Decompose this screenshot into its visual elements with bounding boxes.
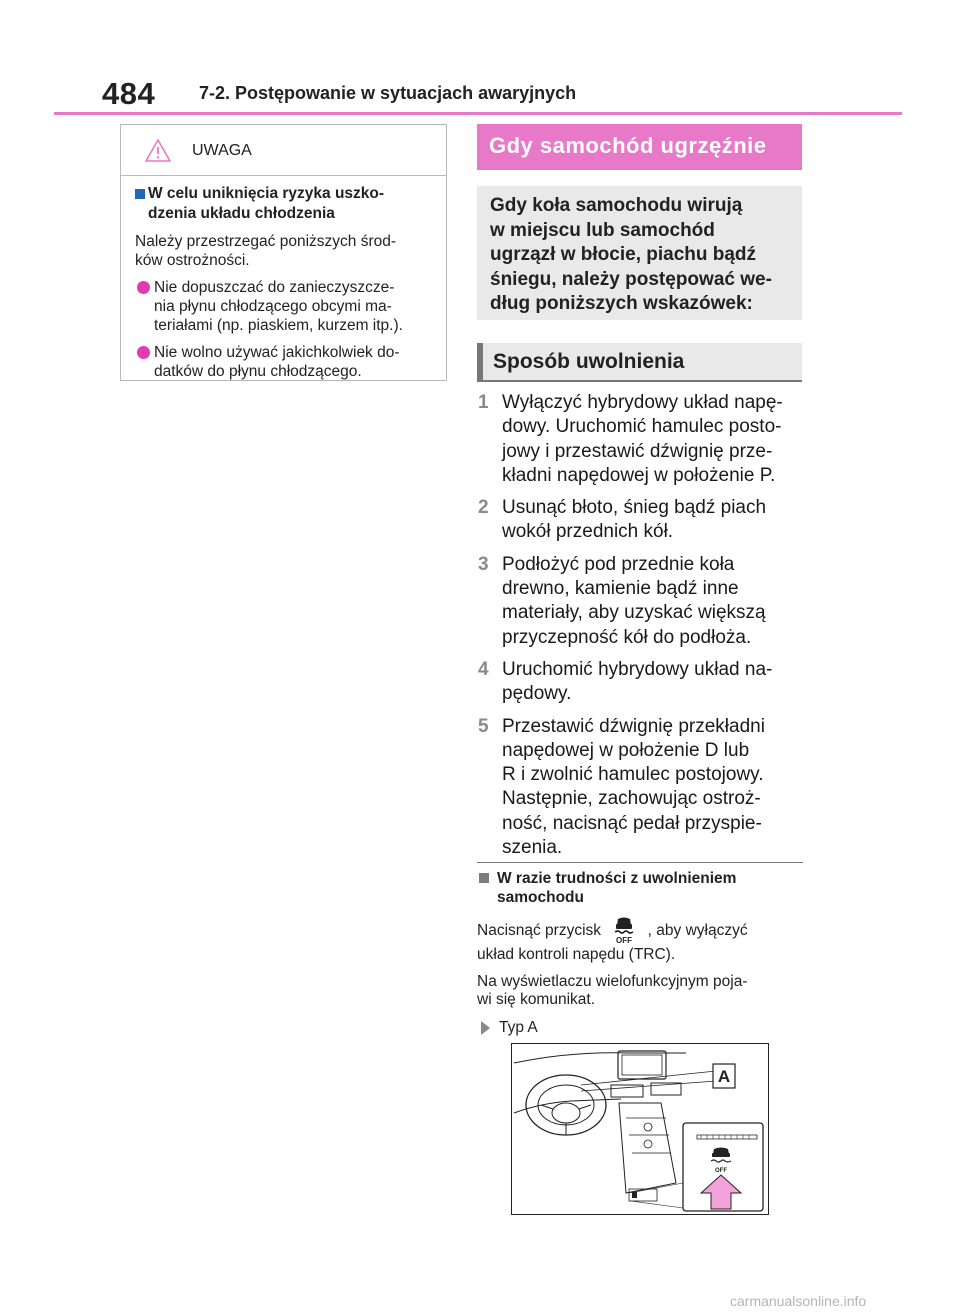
note-display-text: Na wyświetlaczu wielofunkcyjnym poja- wi się komunikat. [477,973,748,1008]
caution-heading-text: W celu uniknięcia ryzyka uszko- dzenia układu chłodzenia [148,185,385,222]
method-title [477,343,802,382]
square-bullet-icon [479,873,489,883]
step-text: Podłożyć pod przednie koła drewno, kamienie bądź inne materiały, aby uzyskać większą przyczepność kół do podłoża. [502,553,766,648]
step-number: 2 [478,497,489,519]
caution-body [135,184,437,381]
page-number: 484 [102,76,156,111]
type-label [477,1019,803,1037]
round-bullet-icon [137,281,150,294]
caution-bullet-text: Nie dopuszczać do zanieczyszcze- nia płynu chłodzącego obcymi ma- teriałami (np. piaskiem, kurzem itp.). [154,279,403,334]
steps-list [477,391,807,868]
step-text: Przestawić dźwignię przekładni napędowej w położenie D lub R i zwolnić hamulec postojowy. Następnie, zachowując ostroż- ność, nacisnąć pedał przyspie- szenia. [502,715,765,859]
note-section [477,869,803,1037]
caution-header [121,125,446,176]
caution-heading [135,184,437,224]
method-title-text: Sposób uwolnienia [493,350,685,373]
trc-off-label: OFF [616,936,633,945]
figure-label-a: A [717,1067,731,1086]
step-item [477,391,807,488]
header-section-title: 7-2. Postępowanie w sytuacjach awaryjnych [199,83,577,103]
step-text: Wyłączyć hybrydowy układ napę- dowy. Uruchomić hamulec posto- jowy i przestawić dźwignię prze- kładni napędowej w położenie P. [502,392,783,486]
note-press-before: Nacisnąć przycisk [477,922,602,939]
note-press-line2: układ kontroli napędu (TRC). [477,946,676,963]
step-item [477,715,807,861]
caution-bullet-text: Nie wolno używać jakichkolwiek do- datków do płynu chłodzącego. [154,344,400,380]
square-bullet-icon [135,189,145,199]
caution-bullet [135,278,437,335]
watermark: carmanualsonline.info [730,1293,867,1309]
step-text: Uruchomić hybrydowy układ na- pędowy. [502,658,773,705]
round-bullet-icon [137,346,150,359]
caution-box [120,124,447,381]
note-press-instruction [477,915,803,965]
svg-text:OFF: OFF [715,1168,727,1174]
note-heading [477,869,803,907]
step-number: 3 [478,553,489,575]
caution-bullet [135,343,437,381]
method-title-accent [477,343,483,382]
note-press-after: , aby wyłączyć [647,922,748,939]
caution-label: UWAGA [192,142,252,159]
intro-box: Gdy koła samochodu wirują w miejscu lub samochód ugrzązł w błocie, piachu bądź śniegu, należy postępować we- dług poniższych wskazówek: [477,186,802,320]
method-title-underline [477,380,802,382]
trc-off-icon [609,915,639,945]
step-item [477,553,807,650]
step-item [477,496,807,545]
note-divider [477,862,803,863]
step-number: 5 [478,715,489,737]
section-title: Gdy samochód ugrzęźnie [477,124,802,170]
warning-triangle-icon [144,138,172,163]
step-text: Usunąć błoto, śnieg bądź piach wokół przednich kół. [502,497,767,543]
type-label-text: Typ A [499,1019,538,1036]
caution-paragraph: Należy przestrzegać poniższych środ- ków ostrożności. [135,233,397,269]
step-number: 1 [478,392,489,413]
dashboard-illustration [511,1043,769,1215]
note-heading-text: W razie trudności z uwolnieniem samochodu [497,870,737,906]
header-divider [54,112,902,115]
step-item [477,658,807,707]
step-number: 4 [478,658,489,680]
triangle-bullet-icon [481,1021,490,1035]
